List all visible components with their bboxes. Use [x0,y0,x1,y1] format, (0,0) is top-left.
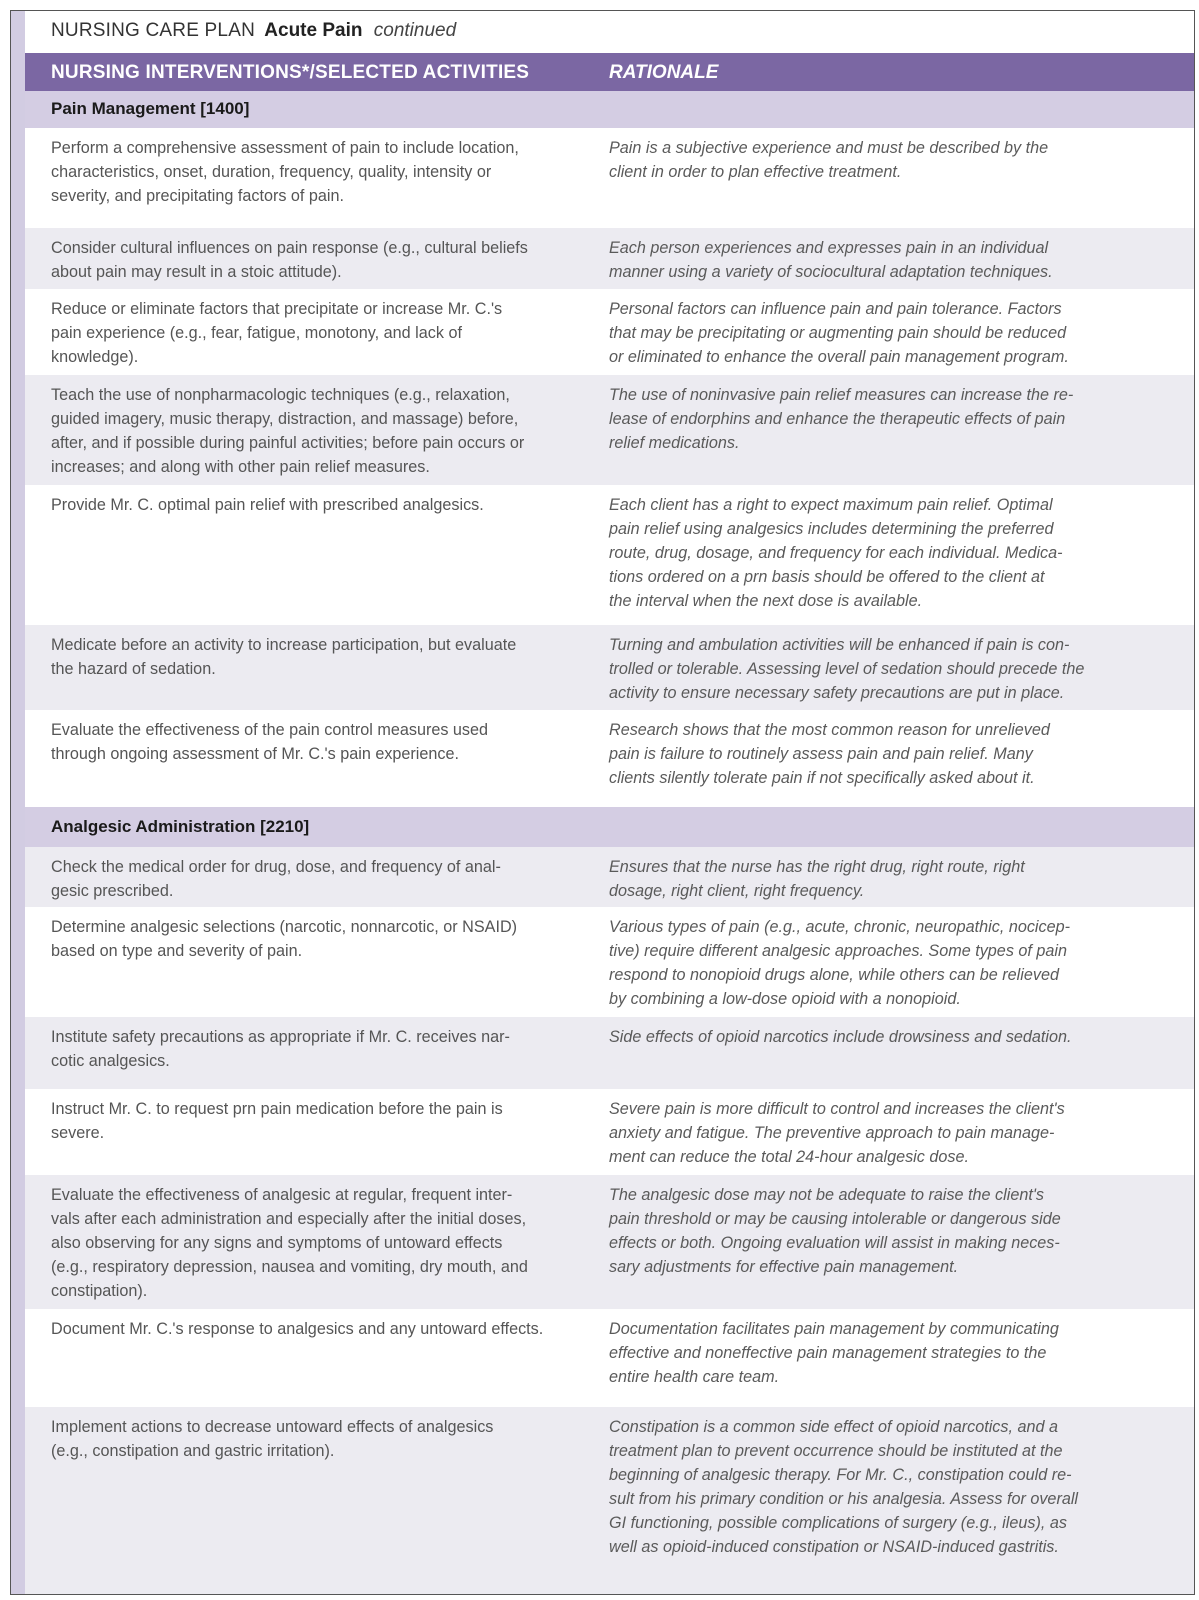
intervention-text: Perform a comprehensive assessment of pain to include location, characteristics, onset, duration, frequency, quality, intensity or severity, and precipitating factors of pain. [51,139,519,205]
section-header [25,91,1194,128]
rationale-text: Severe pain is more difficult to control and increases the client's anxiety and fatigue. The preventive approach to pain manage- ment can reduce the total 24-hour analgesic dose. [609,1100,1065,1166]
left-accent-bar [11,11,25,1594]
section-header [25,807,1194,847]
table-row [25,710,1194,807]
title-topic: Acute Pain [264,20,363,41]
rationale-text: The analgesic dose may not be adequate to raise the client's pain threshold or may be causing intolerable or dangerous side effects or both. Ongoing evaluation will assist in making neces- sary adjustments for effective pain management. [609,1186,1061,1276]
page-title [51,20,456,42]
table-row [25,847,1194,907]
table-header [25,53,1194,91]
interventions-column-header: NURSING INTERVENTIONS*/SELECTED ACTIVITIES [51,62,530,83]
intervention-text: Implement actions to decrease untoward effects of analgesics (e.g., constipation and gastric irritation). [51,1418,494,1460]
rationale-text: Turning and ambulation activities will be enhanced if pain is con- trolled or tolerable. Assessing level of sedation should precede the activity to ensure necessary safety precautions are put in place. [609,636,1085,702]
title-label: NURSING CARE PLAN [51,20,255,41]
rationale-text: Ensures that the nurse has the right drug, right route, right dosage, right client, right frequency. [609,858,1025,900]
rationale-text: Each client has a right to expect maximum pain relief. Optimal pain relief using analgesics includes determining the preferred route, drug, dosage, and frequency for each individual. Medica- tions ordered on a prn basis should be offered to the client at the interval when the next dose is available. [609,496,1063,610]
care-plan-page [10,10,1195,1595]
section-title: Pain Management [1400] [51,99,250,118]
intervention-text: Teach the use of nonpharmacologic techniques (e.g., relaxation, guided imagery, music therapy, distraction, and massage) before, after, and if possible during painful activities; before pain occurs or increases; and along with other pain relief measures. [51,386,525,476]
intervention-text: Institute safety precautions as appropriate if Mr. C. receives nar- cotic analgesics. [51,1028,510,1070]
rationale-column-header: RATIONALE [609,62,719,83]
table-row [25,289,1194,375]
table-row [25,907,1194,1017]
table-row [25,1089,1194,1175]
rationale-text: Research shows that the most common reason for unrelieved pain is failure to routinely assess pain and pain relief. Many clients silently tolerate pain if not specifically asked about it. [609,721,1050,787]
intervention-text: Evaluate the effectiveness of the pain control measures used through ongoing assessment of Mr. C.'s pain experience. [51,721,489,763]
table-row [25,625,1194,710]
intervention-text: Instruct Mr. C. to request prn pain medication before the pain is severe. [51,1100,503,1142]
intervention-text: Check the medical order for drug, dose, and frequency of anal- gesic prescribed. [51,858,501,900]
table-row [25,485,1194,625]
rationale-text: Constipation is a common side effect of opioid narcotics, and a treatment plan to prevent occurrence should be instituted at the beginning of analgesic therapy. For Mr. C., constipation could re- sult from his primary condition or his analgesia. Assess for overall GI functioning, possible complications of surgery (e.g., ileus), as well as opioid-induced constipation or NSAID-induced gastritis. [609,1418,1079,1556]
table-row [25,128,1194,228]
table-row [25,375,1194,485]
table-row [25,1407,1194,1595]
rationale-text: Documentation facilitates pain management by communicating effective and noneffective pain management strategies to the entire health care team. [609,1320,1059,1386]
intervention-text: Provide Mr. C. optimal pain relief with prescribed analgesics. [51,496,484,514]
rationale-text: Pain is a subjective experience and must be described by the client in order to plan effective treatment. [609,139,1049,181]
intervention-text: Determine analgesic selections (narcotic, nonnarcotic, or NSAID) based on type and severity of pain. [51,918,518,960]
intervention-text: Evaluate the effectiveness of analgesic at regular, frequent inter- vals after each administration and especially after the initial doses, also observing for any signs and symptoms of untoward effects (e.g., respiratory depression, nausea and vomiting, dry mouth, and constipation). [51,1186,528,1300]
intervention-text: Consider cultural influences on pain response (e.g., cultural beliefs about pain may result in a stoic attitude). [51,239,528,281]
rationale-text: Various types of pain (e.g., acute, chronic, neuropathic, nocicep- tive) require different analgesic approaches. Some types of pain respond to nonopioid drugs alone, while others can be relieved by combining a low-dose opioid with a nonopioid. [609,918,1071,1008]
intervention-text: Medicate before an activity to increase participation, but evaluate the hazard of sedation. [51,636,517,678]
intervention-text: Document Mr. C.'s response to analgesics and any untoward effects. [51,1320,544,1338]
intervention-text: Reduce or eliminate factors that precipitate or increase Mr. C.'s pain experience (e.g., fear, fatigue, monotony, and lack of knowledge). [51,300,503,366]
rationale-text: Side effects of opioid narcotics include drowsiness and sedation. [609,1028,1072,1046]
rationale-text: Each person experiences and expresses pain in an individual manner using a variety of sociocultural adaptation techniques. [609,239,1053,281]
rationale-text: The use of noninvasive pain relief measures can increase the re- lease of endorphins and enhance the therapeutic effects of pain relief medications. [609,386,1074,452]
table-row [25,1309,1194,1407]
table-row [25,1175,1194,1309]
title-continued: continued [373,20,457,41]
table-row [25,1017,1194,1089]
section-title: Analgesic Administration [2210] [51,817,310,836]
table-row [25,228,1194,289]
rationale-text: Personal factors can influence pain and pain tolerance. Factors that may be precipitating or augmenting pain should be reduced or eliminated to enhance the overall pain management program. [609,300,1069,366]
